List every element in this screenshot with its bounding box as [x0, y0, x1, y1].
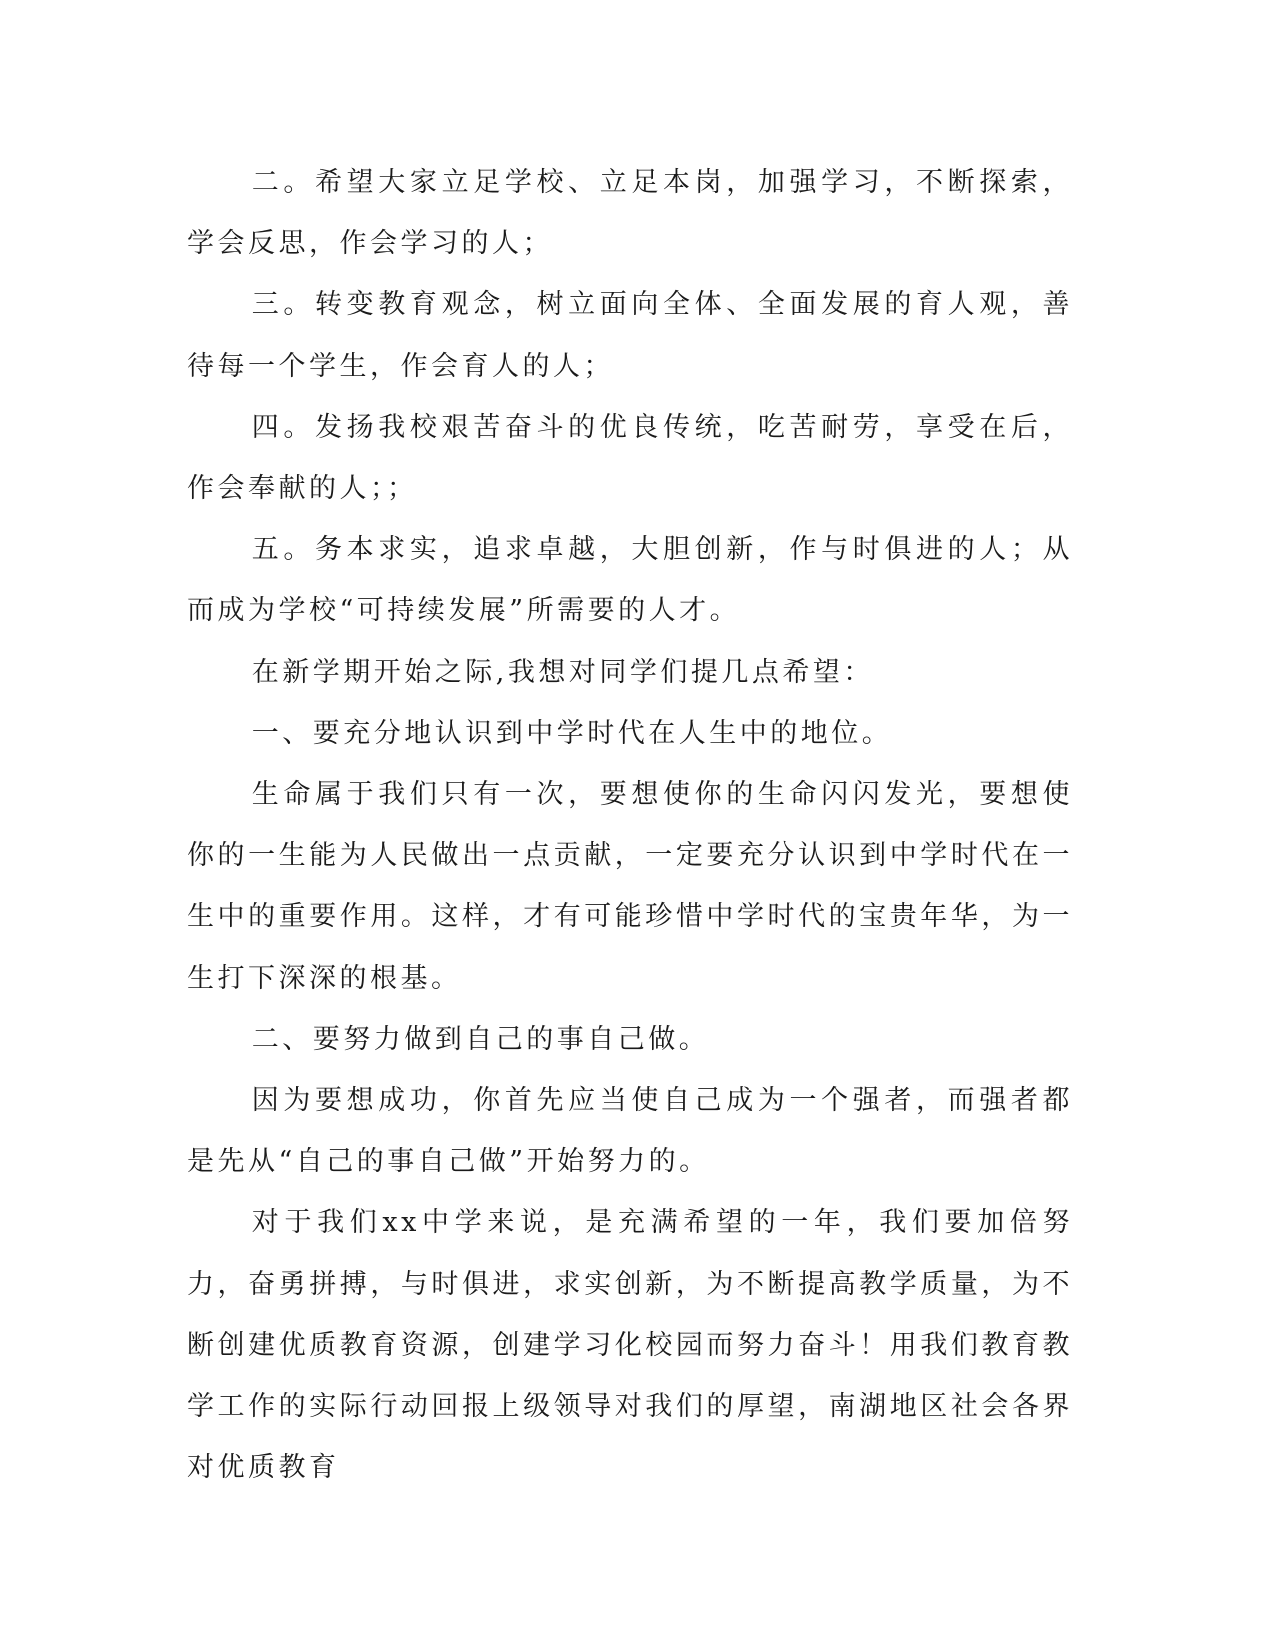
paragraph: 二、要努力做到自己的事自己做。	[251, 1023, 710, 1055]
paragraph: 四。发扬我校艰苦奋斗的优良传统，吃苦耐劳，享受在后，作会奉献的人；；	[187, 411, 1073, 505]
paragraph: 在新学期开始之际,我想对同学们提几点希望：	[251, 656, 874, 688]
paragraph: 二。希望大家立足学校、立足本岗，加强学习，不断探索，学会反思，作会学习的人；	[187, 167, 1073, 260]
paragraph: 因为要想成功，你首先应当使自己成为一个强者，而强者都是先从“自己的事自己做”开始努力的。	[187, 1085, 1073, 1178]
paragraph: 生命属于我们只有一次，要想使你的生命闪闪发光，要想使你的一生能为人民做出一点贡献，一定要充分认识到中学时代在一生中的重要作用。这样，才有可能珍惜中学时代的宝贵年华，为一生打下深深的根基。	[187, 779, 1073, 994]
document-body	[187, 152, 1073, 1498]
paragraph: 三。转变教育观念，树立面向全体、全面发展的育人观，善待每一个学生，作会育人的人；	[187, 289, 1073, 382]
paragraph: 一、要充分地认识到中学时代在人生中的地位。	[251, 717, 893, 749]
paragraph: 对于我们xx中学来说，是充满希望的一年，我们要加倍努力，奋勇拼搏，与时俱进，求实创新，为不断提高教学质量，为不断创建优质教育资源，创建学习化校园而努力奋斗！用我们教育教学工作的实际行动回报上级领导对我们的厚望，南湖地区社会各界对优质教育	[187, 1207, 1073, 1484]
paragraph: 五。务本求实，追求卓越，大胆创新，作与时俱进的人；从而成为学校“可持续发展”所需要的人才。	[187, 534, 1073, 627]
